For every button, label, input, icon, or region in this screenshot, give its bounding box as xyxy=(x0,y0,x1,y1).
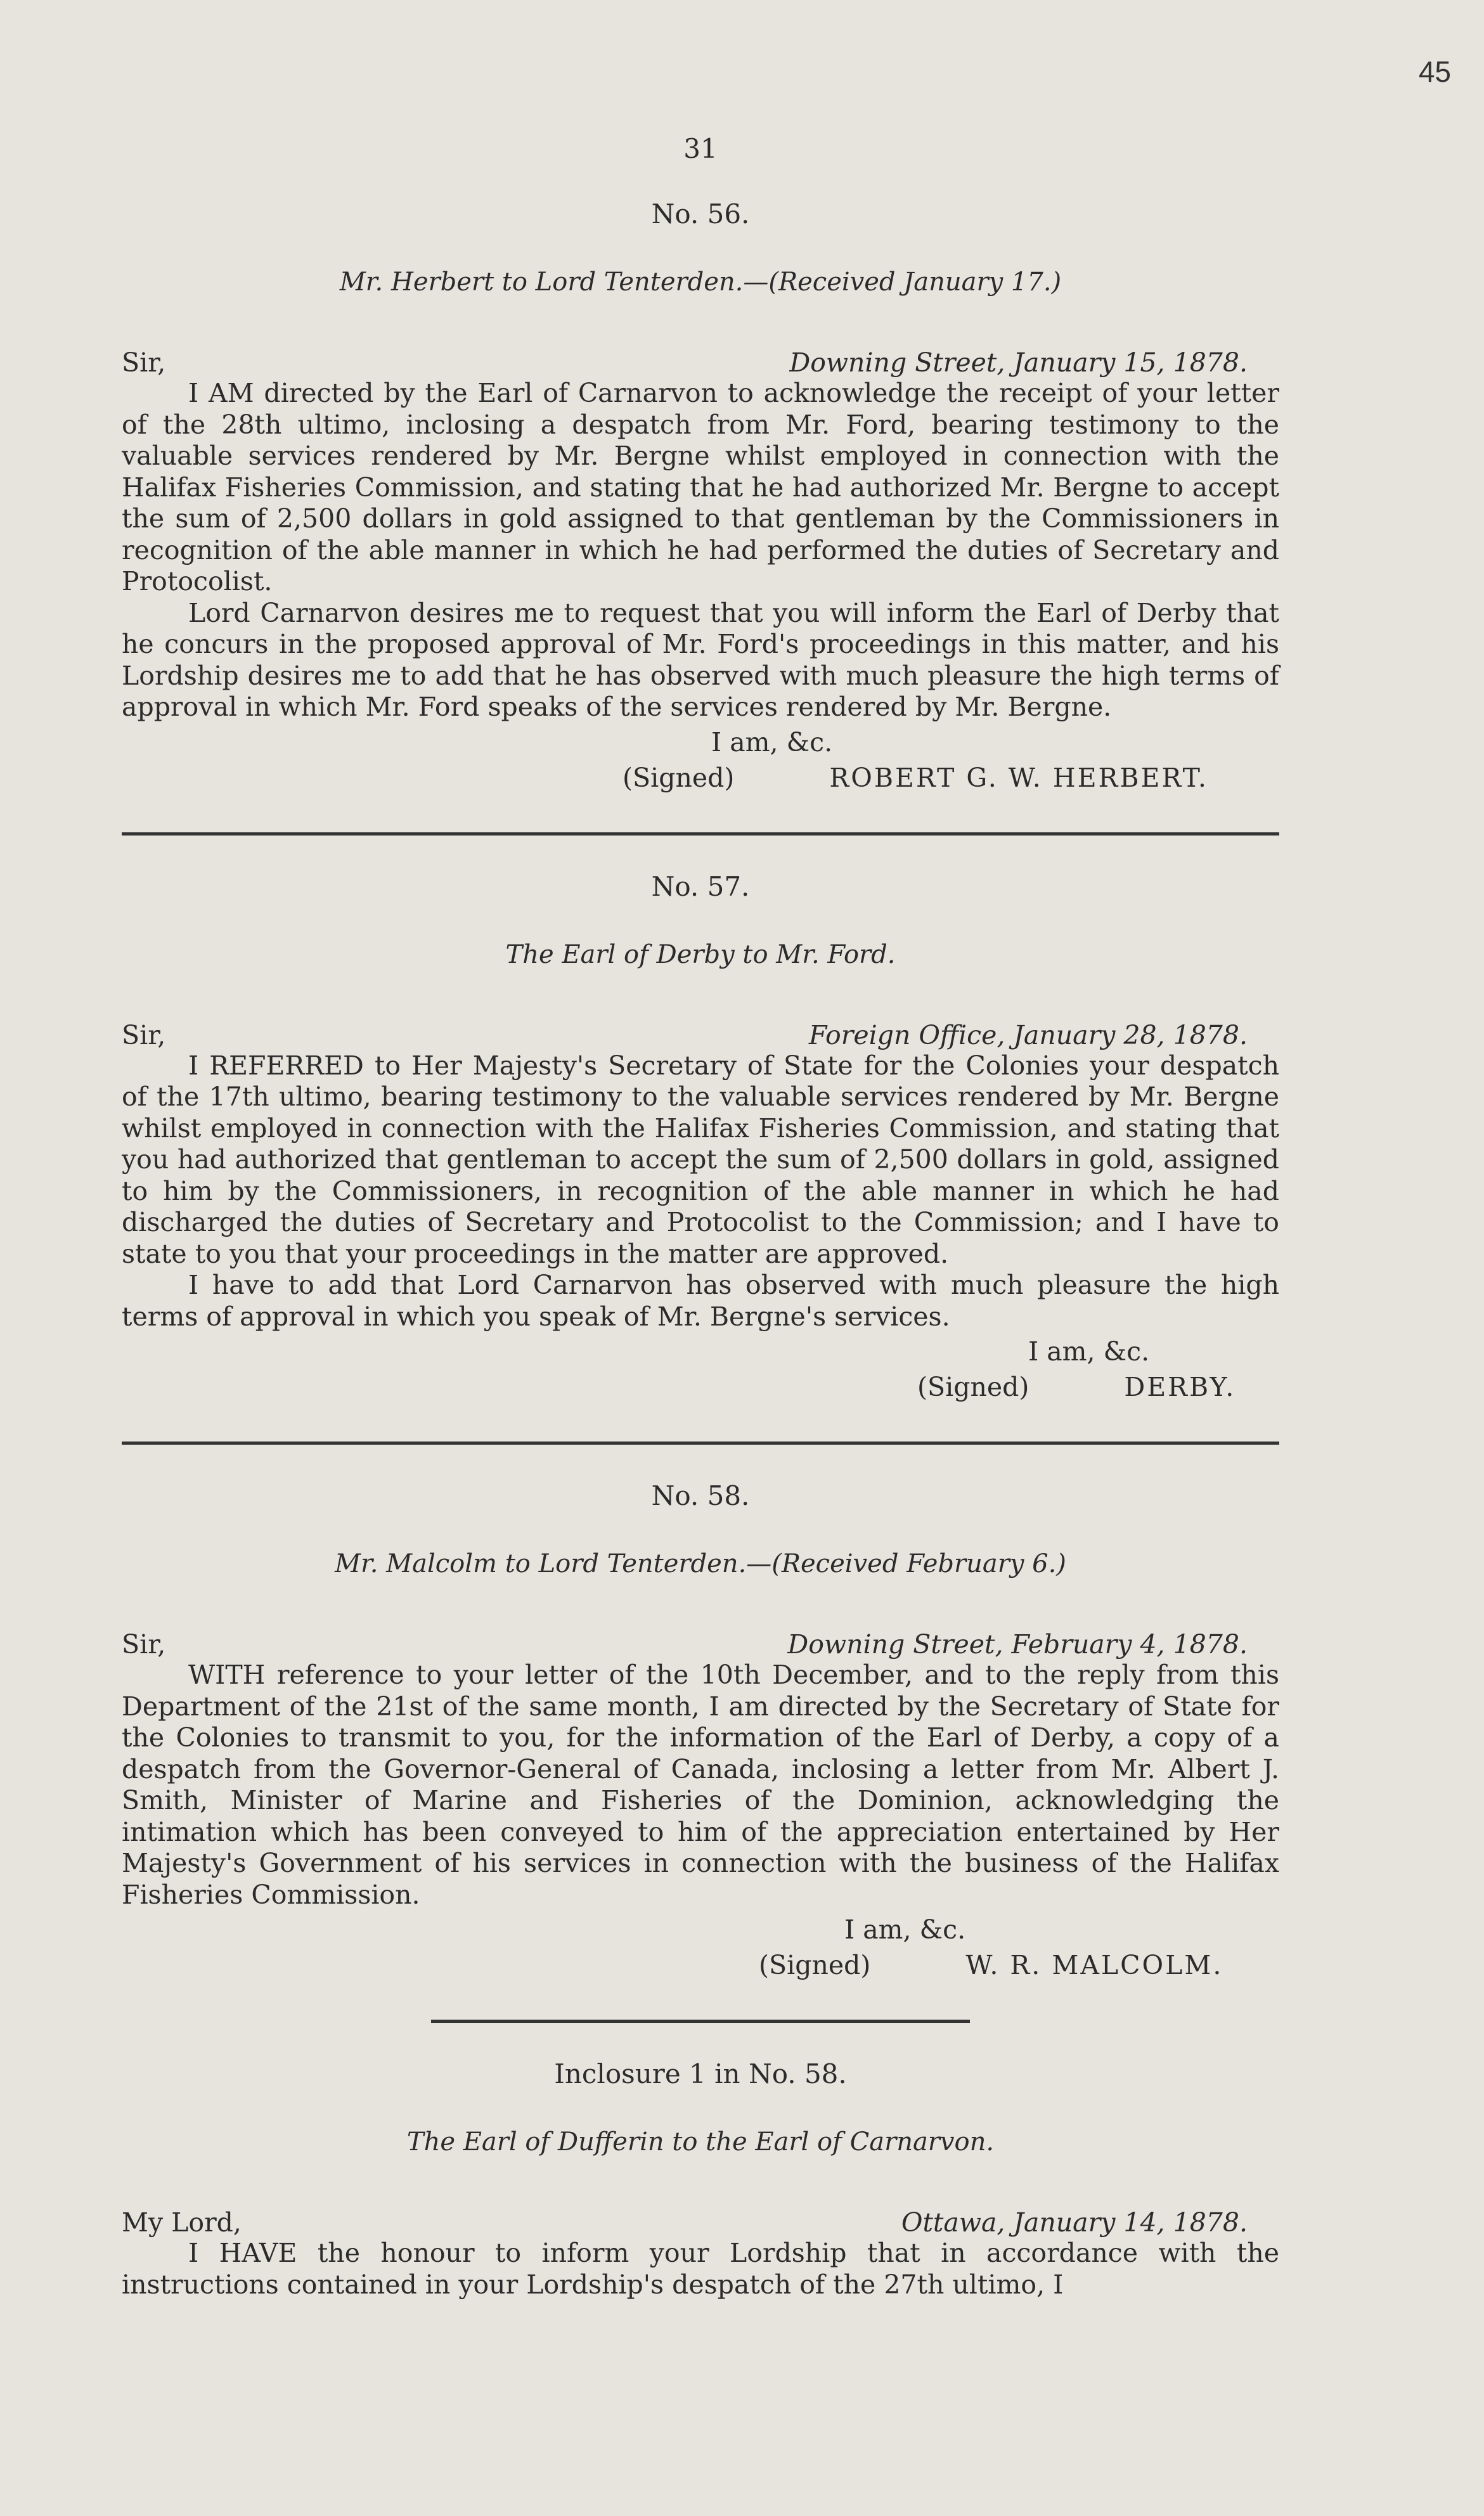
section-divider xyxy=(122,1442,1279,1445)
signed-label: (Signed) xyxy=(759,1950,871,1980)
signature-row xyxy=(122,1372,1279,1402)
signed-label: (Signed) xyxy=(917,1372,1029,1402)
inclosure-1 xyxy=(122,2058,1279,2300)
paragraph: I have to add that Lord Carnarvon has observed with much pleasure the high terms of approval in which you speak of Mr. Bergne's services. xyxy=(122,1270,1279,1332)
salutation-row xyxy=(122,347,1279,378)
letter-heading: Mr. Herbert to Lord Tenterden.—(Received January 17.) xyxy=(339,268,1062,297)
salutation: Sir, xyxy=(122,347,166,378)
letter-heading: The Earl of Dufferin to the Earl of Carnarvon. xyxy=(406,2127,995,2157)
signature-row xyxy=(122,1950,1279,1980)
paragraph: I AM directed by the Earl of Carnarvon to acknowledge the receipt of your letter of the 28th ultimo, inclosing a despatch from Mr. Ford, bearing testimony to the valuable services rendered by Mr. Bergne whilst employed in connection with the Halifax Fisheries Commission, and stating that he had authorized Mr. Bergne to accept the sum of 2,500 dollars in gold assigned to that gentleman by the Commissioners in recognition of the able manner in which he had performed the duties of Secretary and Protocolist. xyxy=(122,378,1279,597)
text-column xyxy=(122,0,1279,2300)
signed-label: (Signed) xyxy=(623,762,735,793)
section-divider xyxy=(122,832,1279,835)
closing: I am, &c. xyxy=(844,1914,966,1945)
page-number: 31 xyxy=(683,133,718,164)
paragraph: Lord Carnarvon desires me to request that you will inform the Earl of Derby that he concurs in the proposed approval of Mr. Ford's proceedings in this matter, and his Lordship desires me to add that he has observed with much pleasure the high terms of approval in which Mr. Ford speaks of the services rendered by Mr. Bergne. xyxy=(122,597,1279,722)
salutation: Sir, xyxy=(122,1629,166,1660)
signature-row xyxy=(122,763,1279,793)
letter-heading: The Earl of Derby to Mr. Ford. xyxy=(505,939,896,969)
signature: W. R. MALCOLM. xyxy=(965,1950,1223,1980)
salutation: My Lord, xyxy=(122,2207,242,2238)
letter-number: Inclosure 1 in No. 58. xyxy=(554,2058,847,2089)
letter-number: No. 57. xyxy=(651,870,750,902)
paragraph: WITH reference to your letter of the 10th December, and to the reply from this Department of the 21st of the same month, I am directed by the Secretary of State for the Colonies to transmit to you, for the information of the Earl of Derby, a copy of a despatch from the Governor-General of Canada, inclosing a letter from Mr. Albert J. Smith, Minister of Marine and Fisheries of the Dominion, acknowledging the intimation which has been conveyed to him of the appreciation entertained by Her Majesty's Government of his services in connection with the business of the Halifax Fisheries Commission. xyxy=(122,1660,1279,1910)
letter-56 xyxy=(122,198,1279,793)
salutation: Sir, xyxy=(122,1019,166,1050)
salutation-row xyxy=(122,2207,1279,2238)
letter-number: No. 56. xyxy=(651,198,750,229)
place-date: Foreign Office, January 28, 1878. xyxy=(808,1019,1248,1050)
letter-58 xyxy=(122,1480,1279,1980)
place-date: Ottawa, January 14, 1878. xyxy=(901,2207,1248,2238)
letter-heading: Mr. Malcolm to Lord Tenterden.—(Received February 6.) xyxy=(335,1549,1066,1578)
paragraph: I REFERRED to Her Majesty's Secretary of State for the Colonies your despatch of the 17th ultimo, bearing testimony to the valuable services rendered by Mr. Bergne whilst employed in connection with the Halifax Fisheries Commission, and stating that you had authorized that gentleman to accept the sum of 2,500 dollars in gold, assigned to him by the Commissioners, in recognition of the able manner in which he had discharged the duties of Secretary and Protocolist to the Commission; and I have to state to you that your proceedings in the matter are approved. xyxy=(122,1050,1279,1269)
salutation-row xyxy=(122,1629,1279,1660)
archive-page-number: 45 xyxy=(1418,55,1451,88)
signature: DERBY. xyxy=(1124,1372,1236,1402)
paragraph: I HAVE the honour to inform your Lordship that in accordance with the instructions contained in your Lordship's despatch of the 27th ultimo, I xyxy=(122,2238,1279,2300)
letter-number: No. 58. xyxy=(651,1480,750,1511)
place-date: Downing Street, January 15, 1878. xyxy=(789,347,1248,378)
salutation-row xyxy=(122,1020,1279,1050)
letter-57 xyxy=(122,871,1279,1403)
closing: I am, &c. xyxy=(1028,1336,1150,1367)
section-divider-short xyxy=(431,2020,970,2023)
closing: I am, &c. xyxy=(711,726,833,758)
place-date: Downing Street, February 4, 1878. xyxy=(787,1629,1248,1660)
signature: ROBERT G. W. HERBERT. xyxy=(829,762,1208,793)
